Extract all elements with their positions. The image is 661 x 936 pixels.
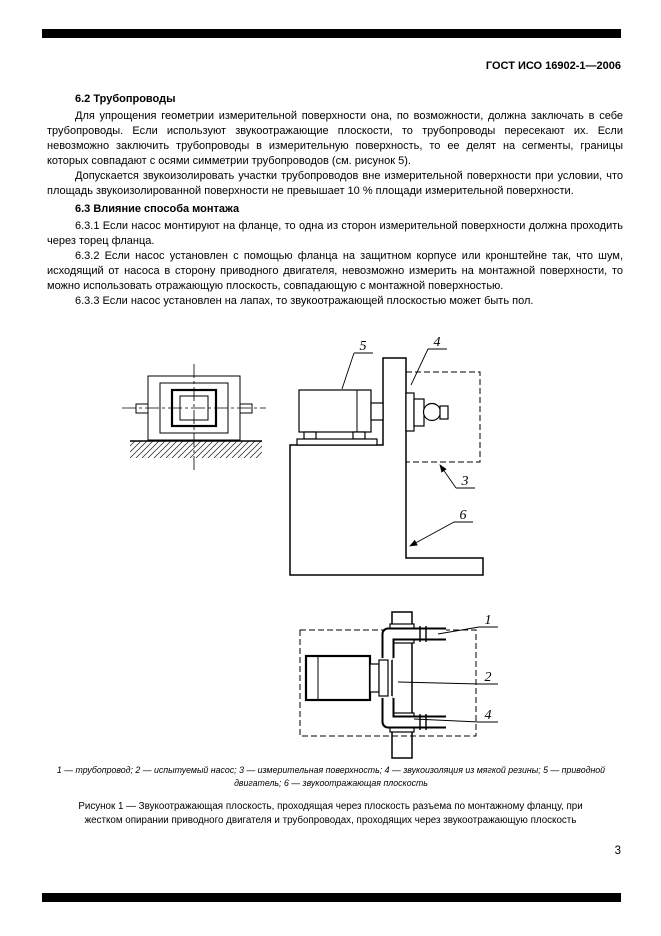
- pipe-stub-left: [136, 404, 148, 413]
- figure-legend: 1 — трубопровод; 2 — испытуемый насос; 3 — измерительная поверхность; 4 — звукоизоляция из мягкой резины; 5 — приводной двигатель; 6 — звукоотражающая плоскость: [56, 765, 606, 788]
- paragraph-6-3-2: 6.3.2 Если насос установлен с помощью фланца на защитном корпусе или кронштейне так, что шум, исходящий от насоса в сторону приводного двигателя, невозможно измерить на монтажной поверхности, то можно использовать отражающую плоскость, совпадающую с монтажной поверхностью.: [47, 250, 623, 292]
- pipe-stub-right: [240, 404, 252, 413]
- callout-4-bottom: 4: [484, 708, 492, 723]
- ground-hatch: [130, 441, 262, 458]
- drive-motor: [299, 390, 371, 432]
- paragraph-6-3-1: 6.3.1 Если насос монтируют на фланце, то одна из сторон измерительной поверхности должна проходить через торец фланца.: [47, 220, 623, 247]
- doc-code: ГОСТ ИСО 16902-1—2006: [485, 60, 621, 72]
- motor-foot: [353, 432, 365, 439]
- callout-3: 3: [461, 474, 469, 489]
- piping-view-drawing: [300, 612, 476, 758]
- pump-flange: [370, 664, 379, 692]
- coupling: [371, 403, 383, 420]
- pump-under-test: [306, 656, 370, 700]
- paragraph-6-3-3: 6.3.3 Если насос установлен на лапах, то звукоотражающей плоскостью может быть пол.: [75, 295, 534, 307]
- callout-1: 1: [484, 613, 492, 628]
- bottom-rule: [42, 893, 621, 902]
- section-6-2-title: 6.2 Трубопроводы: [75, 93, 176, 105]
- figure-caption: Рисунок 1 — Звукоотражающая плоскость, проходящая через плоскость разъема по монтажному фланцу, при жестком опирании приводного двигателя и трубопроводах, проходящих через звукоотражающую плоскость: [78, 801, 583, 826]
- paragraph-pipelines-2: Допускается звукоизолировать участки трубопроводов вне измерительной поверхности при условии, что площадь звукоизолированной поверхности не превышает 10 % площади измерительной поверхности.: [47, 170, 623, 197]
- motor-base-rail: [297, 439, 377, 445]
- callout-6: 6: [459, 508, 467, 523]
- section-6-3-title: 6.3 Влияние способа монтажа: [75, 203, 240, 215]
- mounting-flange: [406, 393, 414, 431]
- motor-foot: [304, 432, 316, 439]
- callout-2: 2: [484, 670, 492, 685]
- top-rule: [42, 29, 621, 38]
- figure-1-drawing: [0, 335, 661, 760]
- body-text: [47, 89, 623, 309]
- page-number: 3: [614, 845, 621, 857]
- callout-5: 5: [359, 339, 367, 354]
- pump-side: [424, 404, 441, 421]
- front-view-drawing: [122, 364, 266, 472]
- side-view-drawing: [290, 358, 483, 575]
- callout-4: 4: [433, 335, 441, 350]
- paragraph-pipelines-1: Для упрощения геометрии измерительной поверхности она, по возможности, должна заключать в себе трубопроводы. Если используют звукоотражающие плоскости, то трубопроводы пересекают их. Если невозможно заключить трубопроводы в измерительную поверхность, то ее делят на сегменты, границы которых совпадают с осями симметрии трубопроводов (см. рисунок 5).: [47, 110, 623, 167]
